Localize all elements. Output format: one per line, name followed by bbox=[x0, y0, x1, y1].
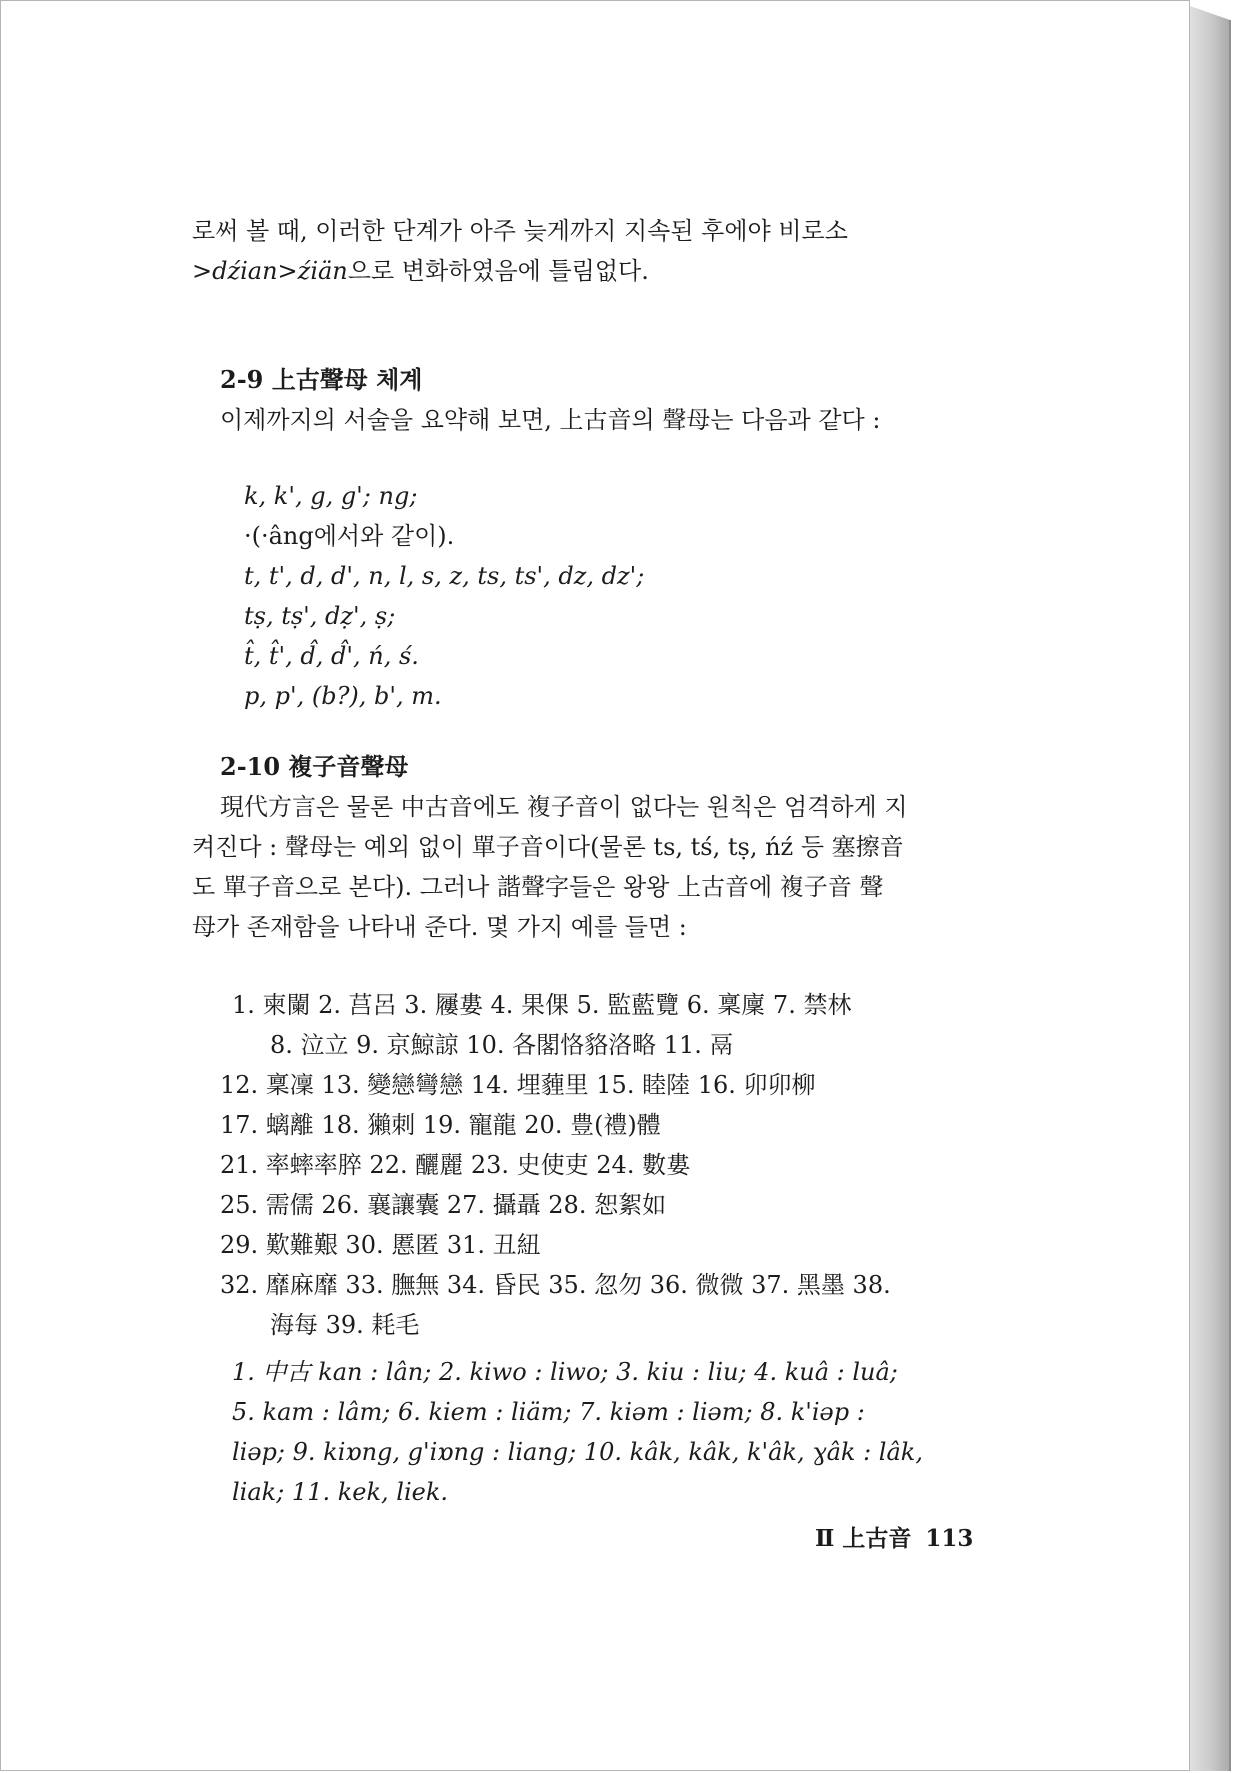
initials-glottal: ·(·âng에서와 같이). bbox=[244, 522, 455, 550]
section-2-9-summary: 이제까지의 서술을 요약해 보면, 上古音의 聲母는 다음과 같다 : bbox=[220, 406, 881, 434]
paragraph-line-1: 現代方言은 물론 中古音에도 複子音이 없다는 원칙은 엄격하게 지 bbox=[220, 793, 908, 821]
examples-list bbox=[192, 985, 1002, 1345]
example-line: 8. 泣立 9. 京鯨諒 10. 各閣恪貉洛略 11. 鬲 bbox=[270, 1031, 734, 1059]
page-number: 113 bbox=[925, 1525, 974, 1552]
intro-line-2 bbox=[192, 251, 1002, 291]
example-line: 32. 靡麻靡 33. 膴無 34. 昏民 35. 忽勿 36. 微微 37. 黑墨 38. bbox=[220, 1271, 891, 1299]
section-2-10 bbox=[192, 747, 1002, 947]
running-head-chapter: Ⅱ 上古音 bbox=[815, 1525, 912, 1552]
intro-ipa: >dźian>źiän bbox=[192, 257, 348, 285]
reading-line: liak; 11. kek, liek. bbox=[232, 1478, 448, 1506]
initials-retroflex: tṣ, tṣ', dẓ', ṣ; bbox=[244, 602, 396, 630]
initials-list bbox=[192, 476, 1002, 716]
paragraph-line-2: 켜진다 : 聲母는 예외 없이 單子音이다(물론 ts, tś, tṣ, ńź 등 塞擦音 bbox=[192, 833, 904, 861]
section-2-9-heading: 2-9 上古聲母 체계 bbox=[220, 365, 423, 394]
initials-velar: k, k', g, g'; ng; bbox=[244, 482, 418, 510]
initials-labial: p, p', (b?), b', m. bbox=[244, 682, 442, 710]
page-edge-shadow bbox=[1190, 6, 1230, 1771]
example-line: 17. 螭離 18. 獺刺 19. 寵龍 20. 豊(禮)體 bbox=[220, 1111, 661, 1139]
intro-paragraph bbox=[192, 211, 1002, 291]
section-2-10-heading: 2-10 複子音聲母 bbox=[220, 752, 409, 781]
initials-dental: t, t', d, d', n, l, s, z, ts, ts', dz, dz'; bbox=[244, 562, 645, 590]
example-line: 12. 稟凜 13. 變戀彎戀 14. 埋薶里 15. 睦陸 16. 卯卯柳 bbox=[220, 1071, 816, 1099]
section-2-9 bbox=[192, 360, 1002, 440]
example-line: 21. 率蟀率脺 22. 釃麗 23. 史使吏 24. 數婁 bbox=[220, 1151, 691, 1179]
paragraph-line-3: 도 單子音으로 본다). 그러나 諧聲字들은 왕왕 上古音에 複子音 聲 bbox=[192, 873, 884, 901]
reading-line: liəp; 9. kiɒng, g'iɒng : liang; 10. kâk, kâk, k'âk, ɣâk : lâk, bbox=[232, 1438, 923, 1466]
paragraph-line-4: 母가 존재함을 나타내 준다. 몇 가지 예를 들면 : bbox=[192, 913, 687, 941]
running-head bbox=[815, 1520, 973, 1553]
intro-line-1: 로써 볼 때, 이러한 단계가 아주 늦게까지 지속된 후에야 비로소 bbox=[192, 217, 848, 245]
intro-line-2-text: 으로 변화하였음에 틀림없다. bbox=[347, 257, 649, 285]
readings-list bbox=[192, 1352, 1002, 1512]
reading-line: 5. kam : lâm; 6. kiem : liäm; 7. kiəm : liəm; 8. k'iəp : bbox=[232, 1398, 865, 1426]
page-edge-line bbox=[1229, 20, 1231, 1771]
reading-line: 1. 中古 kan : lân; 2. kiwo : liwo; 3. kiu : liu; 4. kuâ : luâ; bbox=[232, 1358, 898, 1386]
example-line: 海每 39. 耗毛 bbox=[270, 1311, 420, 1339]
example-line: 29. 歎難艱 30. 慝匿 31. 丑紐 bbox=[220, 1231, 541, 1259]
example-line: 25. 需儒 26. 襄讓囊 27. 攝聶 28. 恕絮如 bbox=[220, 1191, 667, 1219]
example-line: 1. 柬闌 2. 莒呂 3. 屨婁 4. 果倮 5. 監藍覽 6. 稟廩 7. 禁林 bbox=[232, 991, 852, 1019]
initials-palatal: t̂, t̂', d̂, d̂', ń, ś. bbox=[244, 642, 419, 670]
